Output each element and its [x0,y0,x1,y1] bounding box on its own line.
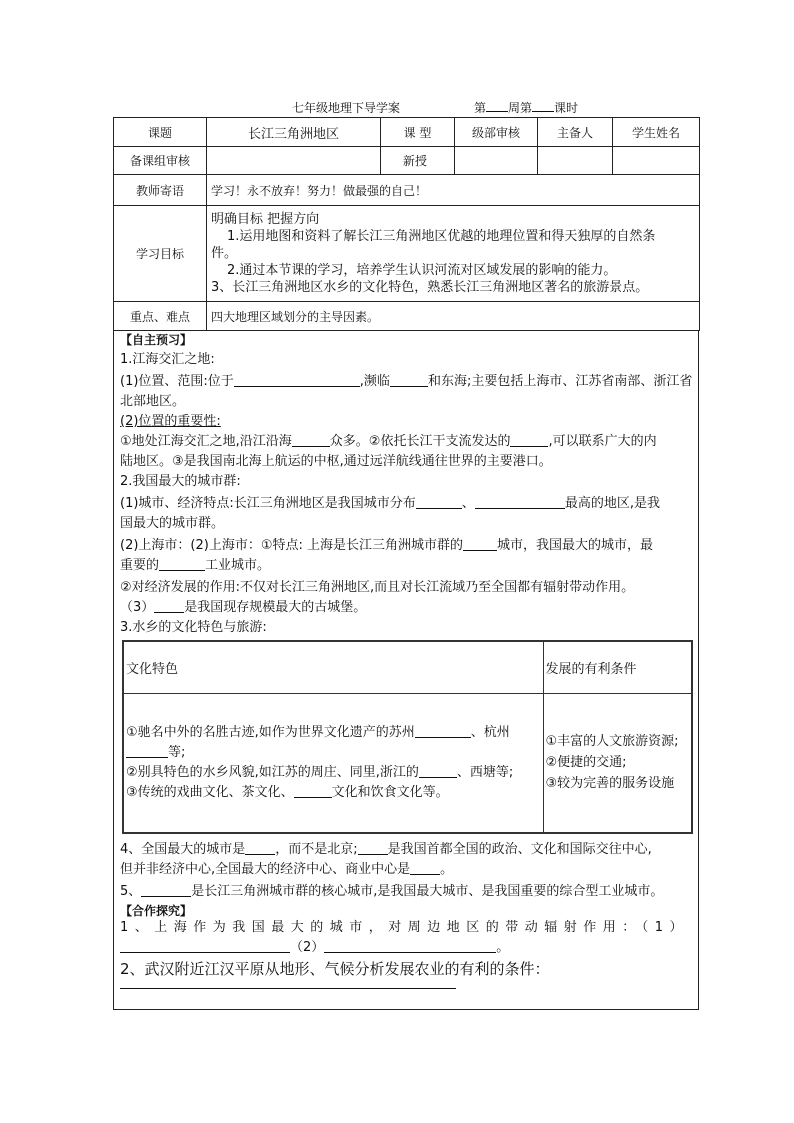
conditions-cell [543,693,692,833]
s1-location-line-2: 北部地区。 [120,394,186,409]
page-header [0,99,794,117]
s1-importance-line: ①地处江海交汇之地,沿江沿海 众多。②依托长江干支流发达的 ,可以联系广大的内 [120,434,657,449]
q4-line: 4、全国最大的城市是 ，而不是北京; 是我国首都全国的政治、文化和国际交往中心, [120,842,652,857]
type-value: 新授 [381,147,455,175]
conditions-col-header: 发展的有利条件 [543,641,692,693]
section-2-title: 2.我国最大的城市群: [120,474,241,489]
week-lesson-line: 第 周第 课时 [474,101,579,115]
culture-type-blank[interactable] [294,784,332,798]
q5-line: 5、 是长江三角洲城市群的核心城市,是我国最大城市、是我国重要的综合型工业城市。 [120,884,664,899]
waterway-blank[interactable] [510,433,548,447]
student-name-cell[interactable] [613,147,700,175]
culture-item-2: ②别具特色的水乡风貌,如江苏的周庄、同里,浙江的 、西塘等; [126,764,514,780]
culture-col-header: 文化特色 [123,641,543,693]
s2-shanghai-line: (2)上海市：(2)上海市：①特点: 上海是长江三角洲城市群的 城市，我国最大的城市，最 [120,538,654,553]
goals-cell [207,206,700,302]
s1-importance-line-2: 陆地区。③是我国南北海上航运的中枢,通过远洋航线通往世界的主要港口。 [120,454,552,469]
group-review-cell[interactable] [207,147,381,175]
student-name-label: 学生姓名 [613,118,700,147]
location-blank[interactable] [234,373,360,387]
preparer-label: 主备人 [538,118,613,147]
core-city-blank[interactable] [463,537,497,551]
grade-review-cell[interactable] [455,147,538,175]
s2-city-line: (1)城市、经济特点:长江三角洲地区是我国城市分布 、 最高的地区,是我 [120,496,660,511]
preview-heading: 【自主预习】 [120,333,193,347]
suzhou-blank[interactable] [415,724,471,738]
s2-role-line: ②对经济发展的作用:不仅对长江三角洲地区,而且对长江流域乃至全国都有辐射带动作用。 [120,580,635,595]
topic-value: 长江三角洲地区 [207,118,381,147]
week-blank[interactable] [486,100,508,112]
hangzhou-blank[interactable] [126,744,168,758]
group-review-label: 备课组审核 [114,147,207,175]
key-points-value: 四大地理区域划分的主导因素。 [207,302,700,331]
sea-blank[interactable] [390,373,428,387]
ports-blank[interactable] [292,433,330,447]
goal-1b: 件。 [211,246,238,261]
city-level-blank[interactable] [475,495,565,509]
coop-q2-answer-line[interactable] [120,988,456,989]
type-label: 课 型 [381,118,455,147]
s2-city-line-2: 国最大的城市群。 [120,516,225,531]
info-table [113,117,700,331]
topic-label: 课题 [114,118,207,147]
s2-shanghai-line-2: 重要的 工业城市。 [120,558,271,573]
worksheet-body [113,331,699,1010]
city-density-blank[interactable] [416,495,462,509]
industry-type-blank[interactable] [159,557,205,571]
condition-2: ②便捷的交通; [545,755,627,771]
s1-importance-title: (2)位置的重要性: [120,414,221,429]
fortress-blank[interactable] [154,599,184,613]
page-title: 七年级地理下导学案 [292,101,401,115]
teacher-message: 学习！永不放弃！努力！做最强的自己！ [207,175,700,206]
section-3-title: 3.水乡的文化特色与旅游: [120,620,267,635]
lesson-blank[interactable] [532,100,554,112]
coop-q2-line: 2、武汉附近江汉平原从地形、气候分析发展农业的有利的条件： [120,960,550,978]
core-city-q5-blank[interactable] [141,883,191,897]
grade-review-label: 级部审核 [455,118,538,147]
largest-city-blank[interactable] [245,841,275,855]
condition-1: ①丰富的人文旅游资源; [545,734,679,750]
radiation-blank-2[interactable] [324,939,496,953]
radiation-blank-1[interactable] [120,939,290,953]
condition-3: ③较为完善的服务设施 [545,776,675,792]
culture-item-1: ①驰名中外的名胜古迹,如作为世界文化遗产的苏州 、杭州 [126,724,510,740]
goal-2: 2.通过本节课的学习，培养学生认识河流对区域发展的影响的能力。 [227,263,617,278]
teacher-message-label: 教师寄语 [114,175,207,206]
s1-location-line: (1)位置、范围:位于 ,濒临 和东海;主要包括上海市、江苏省南部、浙江省 [120,374,693,389]
goals-label: 学习目标 [114,206,207,302]
culture-item-3: ③传统的戏曲文化、茶文化、 文化和饮食文化等。 [126,784,449,800]
preparer-cell[interactable] [538,147,613,175]
culture-item-1b: 等; [126,743,541,763]
coop-q1-line-2: （2） 。 [120,938,509,957]
culture-table [122,640,693,834]
capital-blank[interactable] [358,841,388,855]
coop-heading: 【合作探究】 [120,904,193,918]
culture-cell [123,693,543,833]
zhejiang-town-blank[interactable] [419,764,457,778]
coop-q1-line: 1、上海作为我国最大的城市，对周边地区的带动辐射作用：（1） [120,920,690,935]
goal-1a: 1.运用地图和资料了解长江三角洲地区优越的地理位置和得天独厚的自然条 [227,229,656,244]
goals-heading: 明确目标 把握方向 [211,212,320,227]
economic-center-blank[interactable] [410,861,440,875]
section-1-title: 1.江海交汇之地: [120,352,215,367]
q4-line-2: 但并非经济中心,全国最大的经济中心、商业中心是 。 [120,862,454,877]
s2-fortress-line: （3） 是我国现存规模最大的古城堡。 [120,600,367,615]
key-points-label: 重点、难点 [114,302,207,331]
goal-3: 3、长江三角洲地区水乡的文化特色，熟悉长江三角洲地区著名的旅游景点。 [211,280,649,295]
